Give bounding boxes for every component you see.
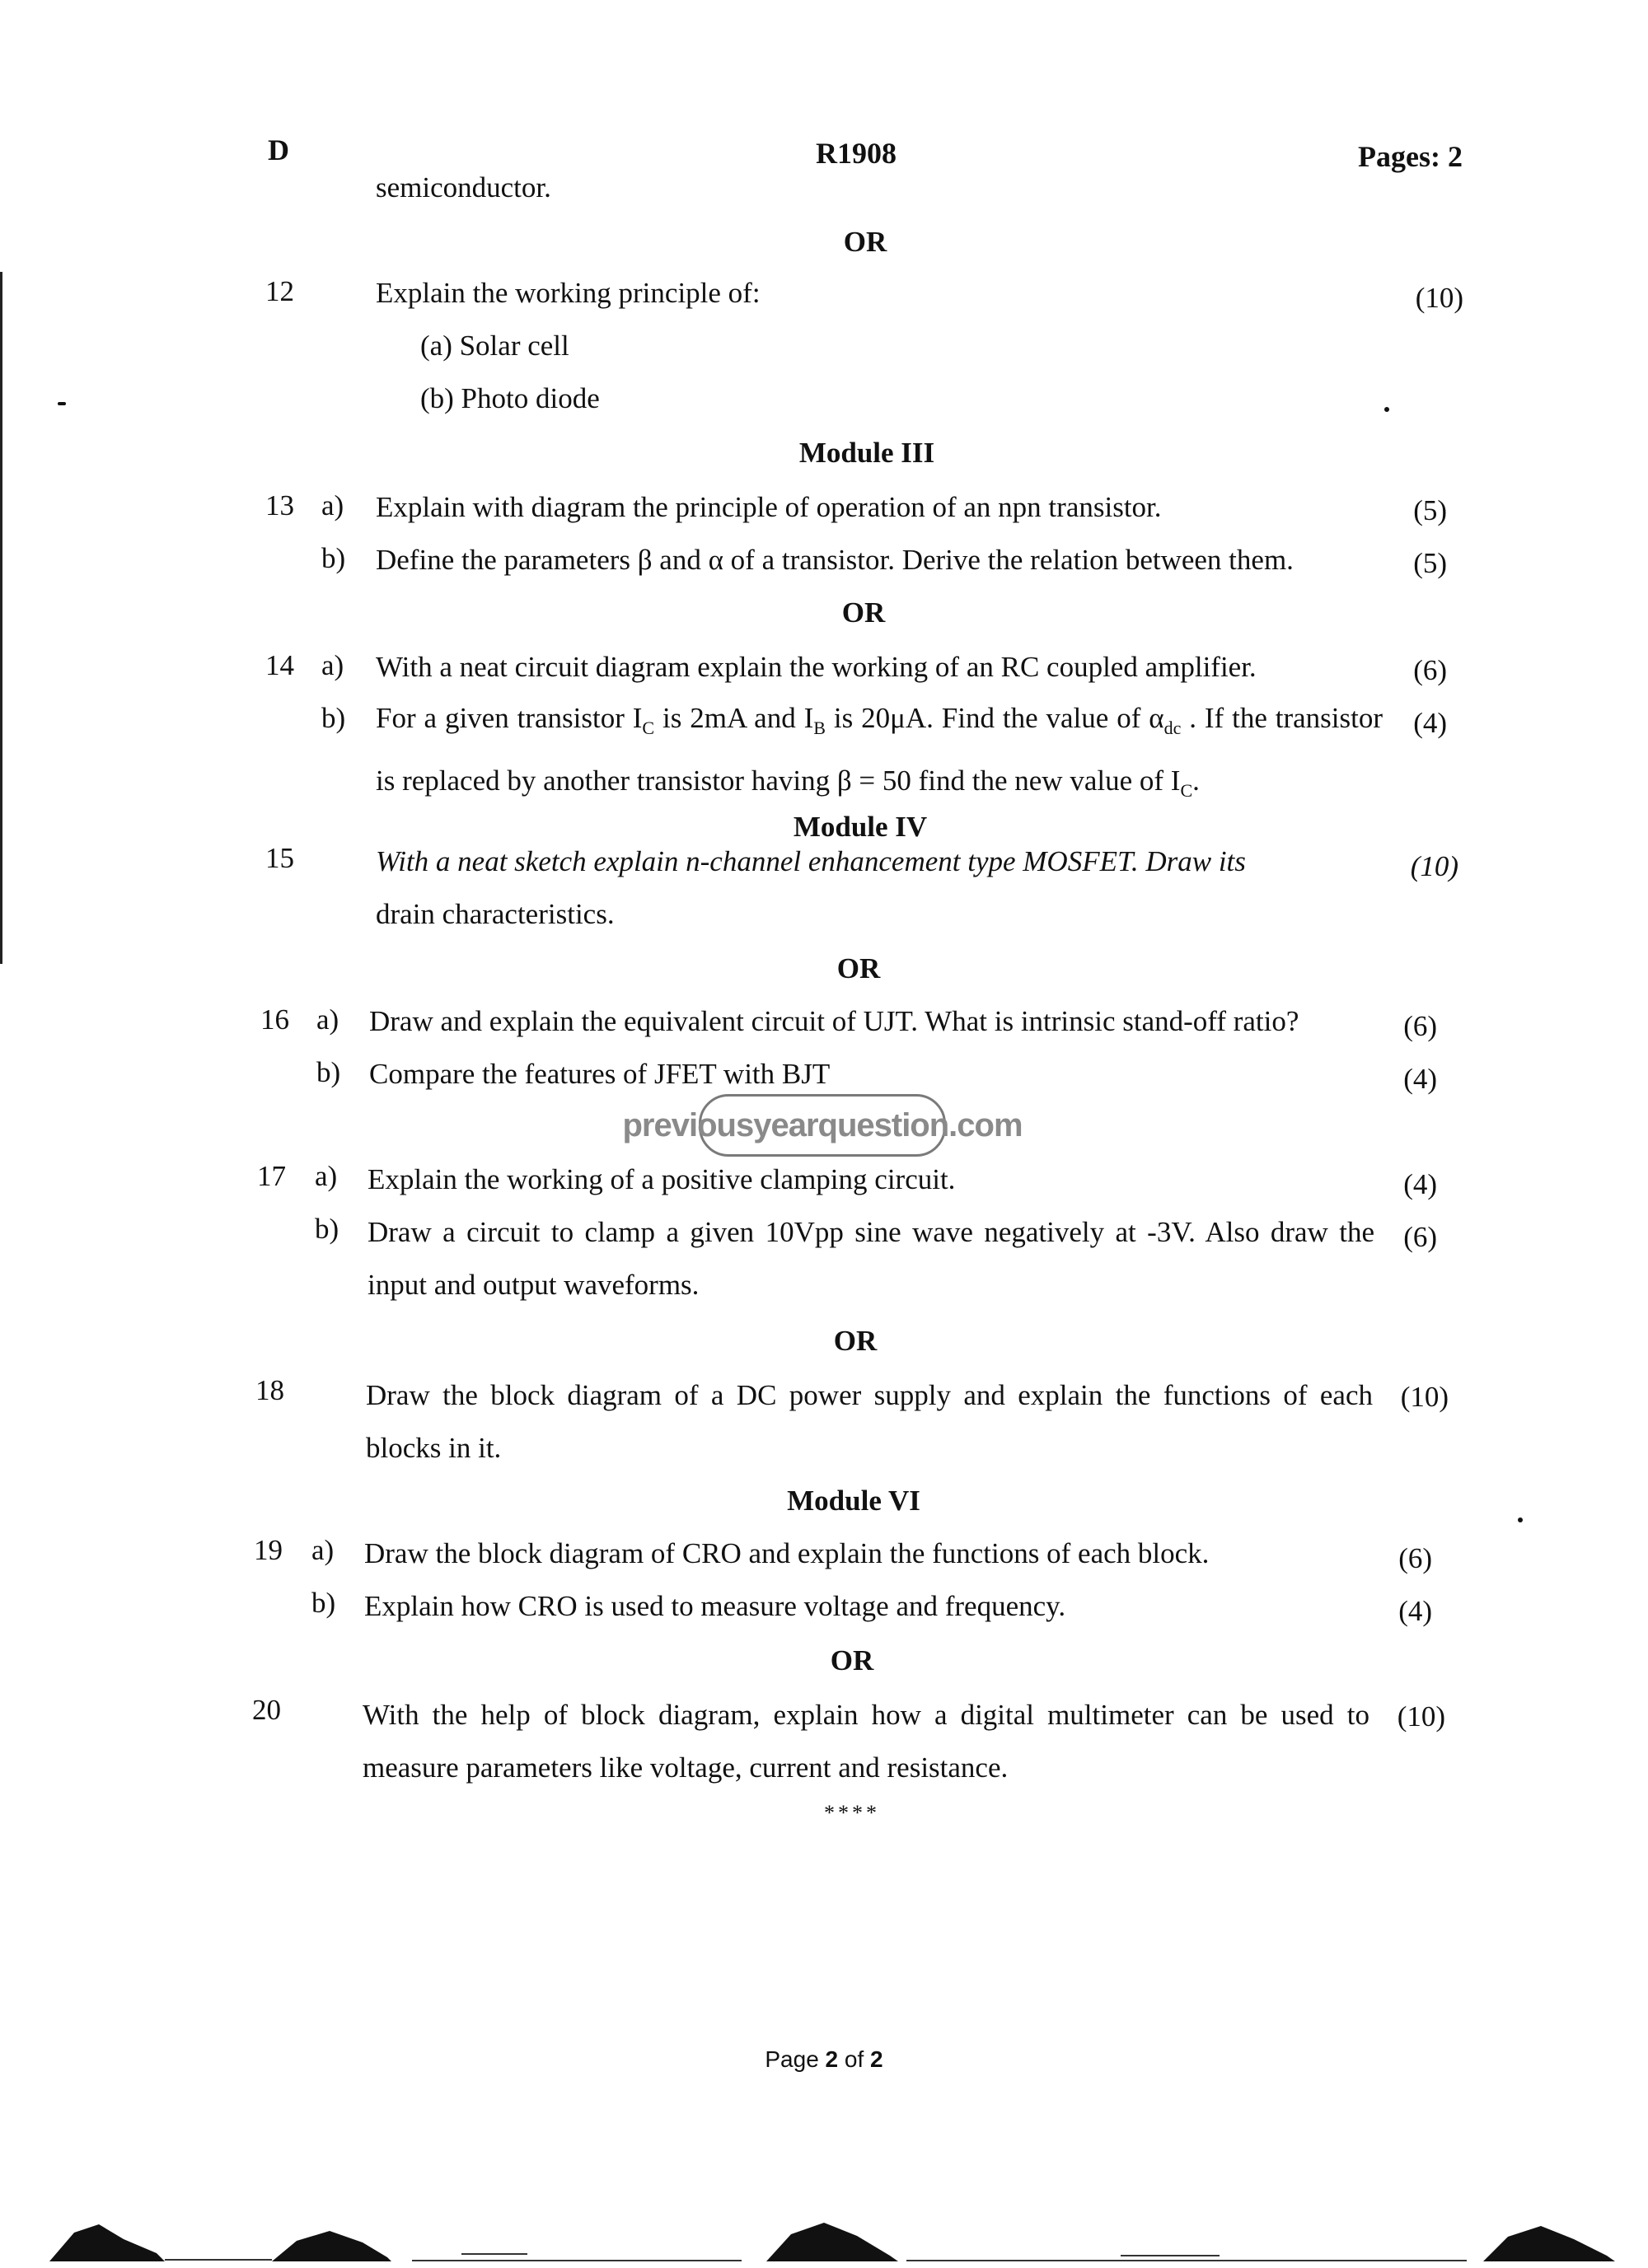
carryover-text: semiconductor. [376, 171, 551, 203]
marks: (5) [1413, 494, 1447, 526]
subpart-label: b) [315, 1213, 339, 1245]
question-text: Draw and explain the equivalent circuit of UJT. What is intrinsic stand-off ratio? [369, 1005, 1299, 1037]
question-number: 18 [255, 1374, 284, 1406]
question-number: 12 [265, 275, 294, 307]
question-text: Draw a circuit to clamp a given 10Vpp sine wave negatively at -3V. Also draw the input and output waveforms. [368, 1216, 1374, 1301]
page-count: Pages: 2 [1358, 140, 1463, 173]
marks: (4) [1403, 1063, 1437, 1095]
end-marker: **** [824, 1801, 880, 1825]
paper-code: R1908 [816, 137, 897, 170]
subpart-label: a) [321, 649, 344, 681]
question-text: With the help of block diagram, explain how a digital multimeter can be used to measure parameters like voltage, current and resistance. [363, 1699, 1369, 1784]
or-divider: OR [836, 952, 881, 984]
question-text: Explain with diagram the principle of operation of an npn transistor. [376, 491, 1162, 523]
or-divider: OR [841, 596, 886, 629]
module-heading: Module IV [793, 811, 928, 843]
marks: (10) [1400, 1381, 1449, 1413]
marks: (6) [1413, 654, 1447, 686]
scan-speck [1384, 407, 1389, 412]
question-number: 19 [254, 1534, 283, 1566]
subpart-label: a) [321, 489, 344, 521]
question-text: For a given transistor $I_C$ is 2mA and $I_B$ is 20μA. Find the value of $\alpha_{dc}$ . If the transistor is replaced by another transistor having β = 50 find the new value of $I_C$. [376, 702, 1383, 801]
scan-edge-line [0, 272, 2, 964]
scan-speck [58, 402, 66, 405]
marks: (10) [1410, 850, 1458, 882]
page-footer: Page 2 of 2 [765, 2046, 883, 2072]
marks: (4) [1398, 1595, 1432, 1627]
question-text: Draw the block diagram of CRO and explain the functions of each block. [364, 1537, 1210, 1569]
question-text: Draw the block diagram of a DC power supply and explain the functions of each blocks in it. [366, 1379, 1373, 1464]
or-divider: OR [843, 226, 887, 258]
question-number: 13 [265, 489, 294, 521]
option-text: (b) Photo diode [420, 382, 600, 414]
set-label: D [268, 133, 289, 166]
marks: (6) [1403, 1010, 1437, 1042]
question-text: Explain how CRO is used to measure voltage and frequency. [364, 1590, 1066, 1622]
watermark-logo: previousyearquestion.com [699, 1094, 946, 1157]
module-heading: Module III [798, 437, 935, 469]
question-text: drain characteristics. [376, 898, 615, 930]
question-number: 14 [265, 649, 294, 681]
marks: (5) [1413, 547, 1447, 579]
subpart-label: b) [311, 1587, 336, 1619]
marks: (4) [1403, 1168, 1437, 1200]
option-text: (a) Solar cell [420, 330, 569, 362]
module-heading: Module VI [787, 1485, 920, 1517]
question-number: 20 [252, 1694, 281, 1726]
or-divider: OR [833, 1325, 878, 1357]
subpart-label: a) [311, 1534, 335, 1566]
subpart-label: b) [316, 1056, 341, 1088]
question-number: 17 [257, 1160, 286, 1192]
subpart-label: b) [321, 542, 346, 574]
marks: (6) [1398, 1542, 1432, 1574]
question-text: Define the parameters β and α of a transistor. Derive the relation between them. [376, 544, 1294, 576]
question-text: With a neat circuit diagram explain the working of an RC coupled amplifier. [376, 651, 1257, 683]
or-divider: OR [830, 1644, 874, 1676]
subpart-label: b) [321, 702, 346, 734]
marks: (10) [1397, 1700, 1445, 1733]
question-text: With a neat sketch explain n-channel enhancement type MOSFET. Draw its [376, 845, 1246, 877]
subpart-label: a) [315, 1160, 338, 1192]
marks: (4) [1413, 707, 1447, 739]
question-text: Explain the working principle of: [376, 277, 761, 309]
question-number: 16 [260, 1003, 289, 1036]
subpart-label: a) [316, 1003, 339, 1036]
marks: (10) [1415, 282, 1463, 314]
question-number: 15 [265, 842, 294, 874]
scan-artifact-strip [0, 2175, 1648, 2268]
question-text: Explain the working of a positive clamping circuit. [368, 1163, 956, 1195]
question-text: Compare the features of JFET with BJT [369, 1058, 831, 1090]
marks: (6) [1403, 1221, 1437, 1253]
